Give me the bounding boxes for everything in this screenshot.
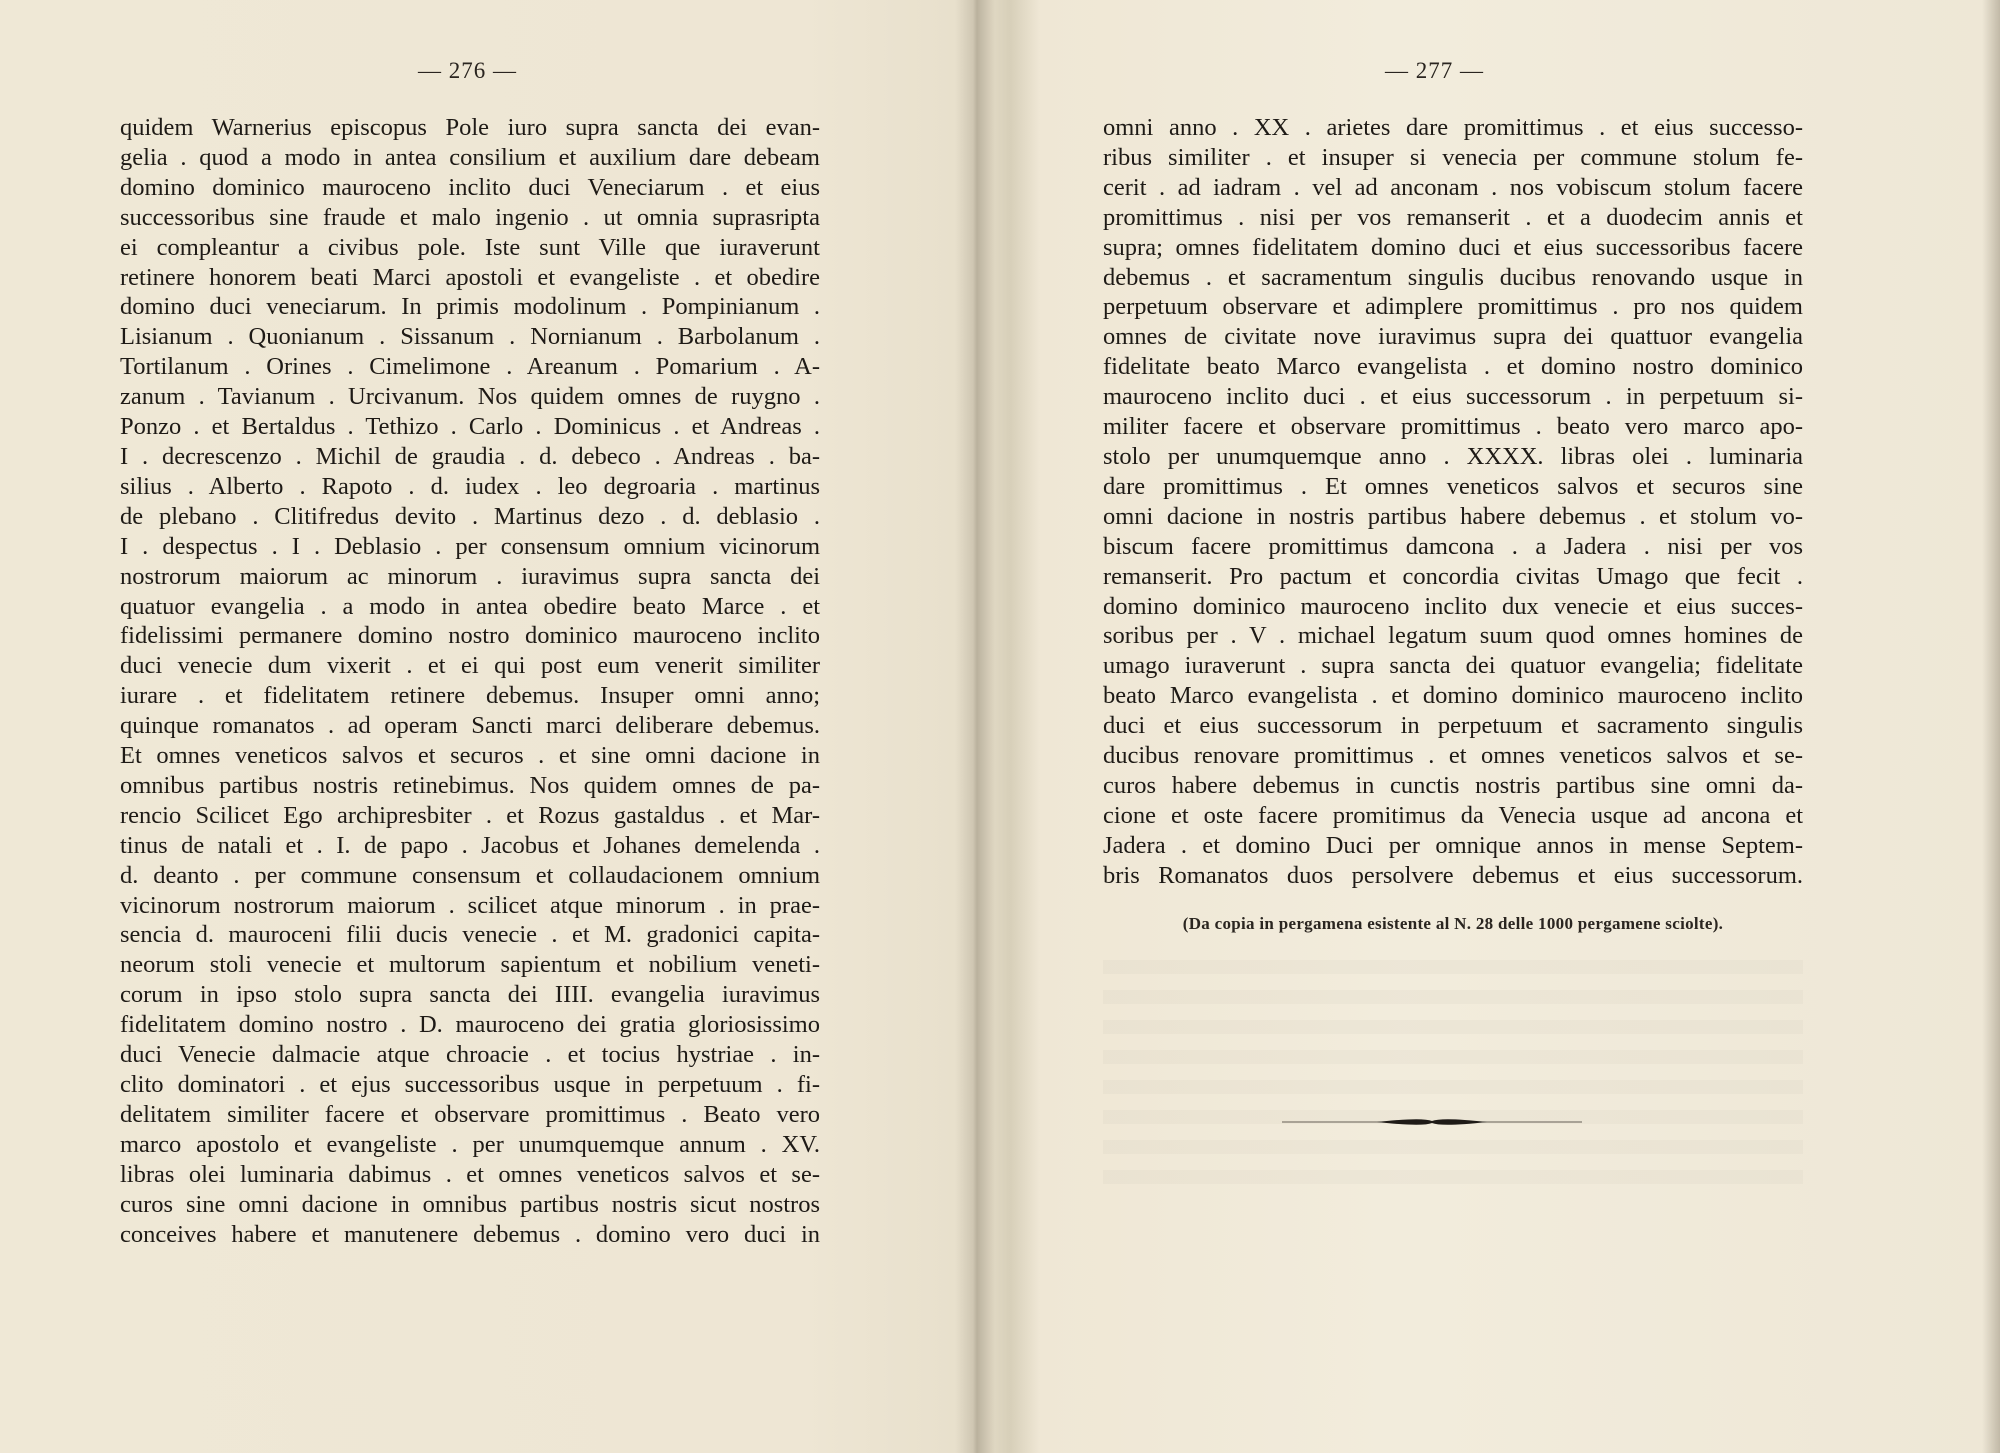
- text-line: Et omnes veneticos salvos et securos . et sine omni dacione in: [120, 742, 820, 770]
- text-line: I . decrescenzo . Michil de graudia . d. debeco . Andreas . ba-: [120, 442, 820, 470]
- text-line: bris Romanatos duos persolvere debemus et eius successorum.: [1103, 861, 1803, 889]
- text-line: omnibus partibus nostris retinebimus. Nos quidem omnes de pa-: [120, 771, 820, 799]
- text-line: iurare . et fidelitatem retinere debemus. Insuper omni anno;: [120, 682, 820, 710]
- text-line: I . despectus . I . Deblasio . per consensum omnium vicinorum: [120, 532, 820, 560]
- page-number: — 276 —: [418, 58, 517, 83]
- text-line: fidelissimi permanere domino nostro dominico mauroceno inclito: [120, 622, 820, 650]
- text-line: quatuor evangelia . a modo in antea obedire beato Marce . et: [120, 592, 820, 620]
- text-line: vicinorum nostrorum maiorum . scilicet atque minorum . in prae-: [120, 891, 820, 919]
- left-page: [0, 0, 980, 1453]
- text-line: sencia d. mauroceni filii ducis venecie . et M. gradonici capita-: [120, 921, 820, 949]
- right-page-text: [1103, 113, 1803, 891]
- text-line: duci Venecie dalmacie atque chroacie . et tocius hystriae . in-: [120, 1041, 820, 1069]
- text-line: dare promittimus . Et omnes veneticos salvos et securos sine: [1103, 472, 1803, 500]
- bleed-through-texture: [1103, 960, 1803, 1190]
- text-line: promittimus . nisi per vos remanserit . et a duodecim annis et: [1103, 203, 1803, 231]
- text-line: nostrorum maiorum ac minorum . iuravimus supra sancta dei: [120, 562, 820, 590]
- text-line: quinque romanatos . ad operam Sancti marci deliberare debemus.: [120, 712, 820, 740]
- text-line: cione et oste facere promitimus da Venecia usque ad ancona et: [1103, 801, 1803, 829]
- text-line: ribus similiter . et insuper si venecia per commune stolum fe-: [1103, 143, 1803, 171]
- text-line: fidelitatem domino nostro . D. mauroceno dei gratia gloriosissimo: [120, 1011, 820, 1039]
- ornament-rule-icon: [1282, 1114, 1582, 1130]
- text-line: silius . Alberto . Rapoto . d. iudex . leo degroaria . martinus: [120, 472, 820, 500]
- text-line: tinus de natali et . I. de papo . Jacobus et Johanes demelenda .: [120, 831, 820, 859]
- text-line: domino dominico mauroceno inclito dux venecie et eius succes-: [1103, 592, 1803, 620]
- text-line: rencio Scilicet Ego archipresbiter . et Rozus gastaldus . et Mar-: [120, 801, 820, 829]
- text-line: beato Marco evangelista . et domino dominico mauroceno inclito: [1103, 682, 1803, 710]
- text-line: supra; omnes fidelitatem domino duci et eius successoribus facere: [1103, 233, 1803, 261]
- text-line: militer facere et observare promittimus . beato vero marco apo-: [1103, 413, 1803, 441]
- text-line: libras olei luminaria dabimus . et omnes veneticos salvos et se-: [120, 1160, 820, 1188]
- text-line: delitatem similiter facere et observare promittimus . Beato vero: [120, 1100, 820, 1128]
- text-line: Lisianum . Quonianum . Sissanum . Nornianum . Barbolanum .: [120, 323, 820, 351]
- source-note: (Da copia in pergamena esistente al N. 28 delle 1000 pergamene sciolte).: [1182, 914, 1724, 933]
- text-line: domino duci veneciarum. In primis modolinum . Pompinianum .: [120, 293, 820, 321]
- text-line: conceives habere et manutenere debemus . domino vero duci in: [120, 1220, 820, 1248]
- text-line: omni dacione in nostris partibus habere debemus . et stolum vo-: [1103, 502, 1803, 530]
- text-line: debemus . et sacramentum singulis ducibus renovando usque in: [1103, 263, 1803, 291]
- page-number: — 277 —: [1385, 58, 1484, 83]
- text-line: curos sine omni dacione in omnibus partibus nostris sicut nostros: [120, 1190, 820, 1218]
- text-line: de plebano . Clitifredus devito . Martinus dezo . d. deblasio .: [120, 502, 820, 530]
- text-line: quidem Warnerius episcopus Pole iuro supra sancta dei evan-: [120, 114, 820, 141]
- text-line: remanserit. Pro pactum et concordia civitas Umago que fecit .: [1103, 562, 1803, 590]
- text-line: umago iuraverunt . supra sancta dei quatuor evangelia; fidelitate: [1103, 652, 1803, 680]
- text-line: neorum stoli venecie et multorum sapientum et nobilium veneti-: [120, 951, 820, 979]
- text-line: duci venecie dum vixerit . et ei qui post eum venerit similiter: [120, 652, 820, 680]
- text-line: fidelitate beato Marco evangelista . et domino nostro dominico: [1103, 353, 1803, 381]
- text-line: stolo per unumquemque anno . XXXX. libras olei . luminaria: [1103, 442, 1803, 470]
- text-line: Tortilanum . Orines . Cimelimone . Areanum . Pomarium . A-: [120, 353, 820, 381]
- text-line: ei compleantur a civibus pole. Iste sunt Ville que iuraverunt: [120, 233, 820, 261]
- text-line: biscum facere promittimus damcona . a Jadera . nisi per vos: [1103, 532, 1803, 560]
- text-line: soribus per . V . michael legatum suum quod omnes homines de: [1103, 622, 1803, 650]
- text-line: perpetuum observare et adimplere promittimus . pro nos quidem: [1103, 293, 1803, 321]
- right-page: [985, 0, 2000, 1453]
- text-line: duci et eius successorum in perpetuum et sacramento singulis: [1103, 712, 1803, 740]
- text-line: Jadera . et domino Duci per omnique annos in mense Septem-: [1103, 831, 1803, 859]
- text-line: successoribus sine fraude et malo ingenio . ut omnia suprasripta: [120, 203, 820, 231]
- text-line: curos habere debemus in cunctis nostris partibus sine omni da-: [1103, 771, 1803, 799]
- text-line: d. deanto . per commune consensum et collaudacionem omnium: [120, 861, 820, 889]
- text-line: omni anno . XX . arietes dare promittimus . et eius successo-: [1103, 114, 1803, 141]
- text-line: cerit . ad iadram . vel ad anconam . nos vobiscum stolum facere: [1103, 173, 1803, 201]
- text-line: omnes de civitate nove iuravimus supra dei quattuor evangelia: [1103, 323, 1803, 351]
- text-line: corum in ipso stolo supra sancta dei IIII. evangelia iuravimus: [120, 981, 820, 1009]
- text-line: clito dominatori . et ejus successoribus usque in perpetuum . fi-: [120, 1071, 820, 1098]
- text-line: gelia . quod a modo in antea consilium et auxilium dare debeam: [120, 143, 820, 171]
- text-line: mauroceno inclito duci . et eius successorum . in perpetuum si-: [1103, 383, 1803, 411]
- text-line: retinere honorem beati Marci apostoli et evangeliste . et obedire: [120, 263, 820, 291]
- text-line: domino dominico mauroceno inclito duci Veneciarum . et eius: [120, 173, 820, 201]
- text-line: marco apostolo et evangeliste . per unumquemque annum . XV.: [120, 1130, 820, 1158]
- text-line: ducibus renovare promittimus . et omnes veneticos salvos et se-: [1103, 742, 1803, 770]
- text-line: Ponzo . et Bertaldus . Tethizo . Carlo . Dominicus . et Andreas .: [120, 413, 820, 441]
- text-line: zanum . Tavianum . Urcivanum. Nos quidem omnes de ruygno .: [120, 383, 820, 411]
- left-page-text: [120, 113, 820, 1249]
